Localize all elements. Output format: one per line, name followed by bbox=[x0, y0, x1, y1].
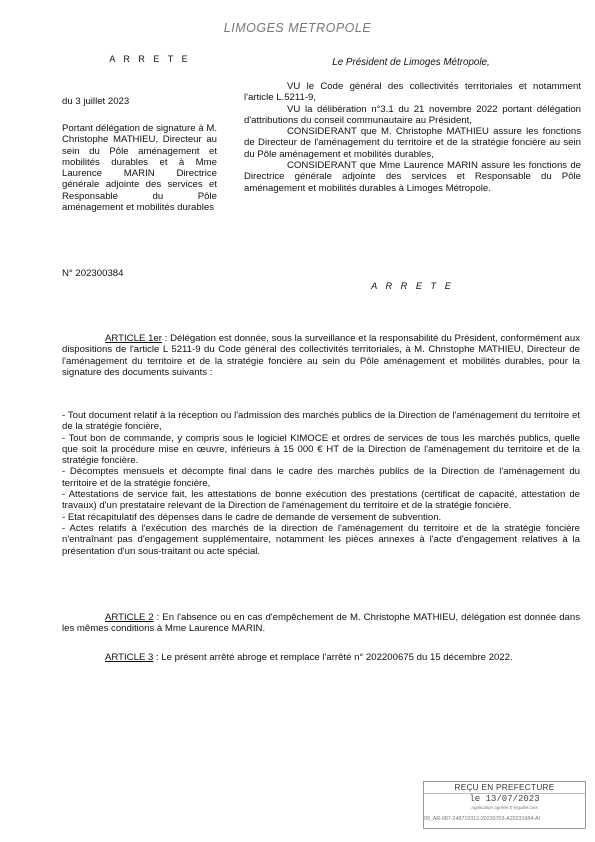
president-heading: Le Président de Limoges Métropole, bbox=[332, 57, 490, 68]
arrete-date: du 3 juillet 2023 bbox=[62, 96, 130, 107]
page-header: LIMOGES METROPOLE bbox=[223, 21, 372, 35]
considerant-marin: CONSIDERANT que Mme Laurence MARIN assure les fonctions de Directrice générale adjointe des services et Responsable du Pôle aménagement et mobilités durables à Limoges Métropole. bbox=[244, 160, 581, 194]
list-item: - Actes relatifs à l'exécution des marchés de la direction de l'aménagement du territoire et de la stratégie foncière n'entraînant pas d'engagement supplémentaire, notamment les pièces annexes à l'acte d'engagement relatives à la présentation d'un sous-traitant ou acte spécial. bbox=[62, 522, 580, 557]
article-2-label: ARTICLE 2 bbox=[105, 612, 154, 623]
article-1 bbox=[62, 333, 580, 378]
visa-deliberation: VU la délibération n°3.1 du 21 novembre 2022 portant délégation d'attributions du conseil communautaire au Président, bbox=[244, 103, 581, 126]
article-1-text: : Délégation est donnée, sous la surveillance et la responsabilité du Président, conformément aux dispositions de l'article L 5211-9 du Code général des collectivités territoriales, à M. Christophe MATHIEU, Directeur de l'aménagement du territoire et de la stratégie foncière au sein du Pôle aménagement et mobilités durables, pour la signature des documents suivants : bbox=[62, 333, 580, 378]
stamp-id: 99_AR-087-248719312-20230703-A20231984-AI bbox=[424, 816, 541, 822]
stamp-app: Application agréée E-legalite.com bbox=[470, 805, 539, 810]
arrete-number: N° 202300384 bbox=[62, 268, 124, 279]
arrete-heading-center: A R R E T E bbox=[371, 281, 454, 291]
delegation-list bbox=[62, 410, 580, 557]
list-item: - Décomptes mensuels et décompte final dans le cadre des marchés publics de la Direction de l'aménagement du territoire et de la stratégie foncière, bbox=[62, 466, 580, 489]
article-2 bbox=[62, 612, 580, 635]
article-3-text: : Le présent arrêté abroge et remplace l'arrêté n° 202200675 du 15 décembre 2022. bbox=[153, 652, 513, 663]
arrete-subject: Portant délégation de signature à M. Christophe MATHIEU, Directeur au sein du Pôle aménagement et mobilités durables et à Mme Laurence MARIN Directrice générale adjointe des services et Responsable du Pôle aménagement et mobilités durables bbox=[62, 123, 217, 214]
list-item: - Etat récapitulatif des dépenses dans le cadre de demande de versement de subvention. bbox=[62, 511, 442, 523]
article-3-label: ARTICLE 3 bbox=[105, 652, 154, 663]
considerant-mathieu: CONSIDERANT que M. Christophe MATHIEU assure les fonctions de Directeur de l'aménagement du territoire et de la stratégie foncière au sein du Pôle aménagement et mobilités durables, bbox=[244, 126, 581, 160]
stamp-title: REÇU EN PREFECTURE bbox=[424, 782, 585, 794]
article-2-text: : En l'absence ou en cas d'empêchement de M. Christophe MATHIEU, délégation est donnée dans les mêmes conditions à Mme Laurence MARIN. bbox=[62, 612, 581, 635]
stamp-date: le 13/07/2023 bbox=[469, 794, 540, 804]
visas-block bbox=[244, 81, 581, 194]
list-item: - Attestations de service fait, les attestations de bonne exécution des prestations (certificat de capacité, attestation de travaux) d'un prestataire relevant de la Direction de l'aménagement du territoire et de la stratégie foncière. bbox=[62, 489, 580, 512]
arrete-heading-left: A R R E T E bbox=[109, 54, 191, 64]
article-1-label: ARTICLE 1er bbox=[105, 333, 162, 344]
visa-code: VU le Code général des collectivités territoriales et notamment l'article L.5211-9, bbox=[244, 81, 581, 104]
list-item: - Tout bon de commande, y compris sous le logiciel KIMOCE et ordres de services de tous les marchés publics, quelle que soit la procédure mise en œuvre, inférieurs à 15 000 € HT de la Direction de l'aménagement du territoire et de la stratégie foncière. bbox=[62, 432, 580, 467]
article-3 bbox=[62, 652, 580, 663]
list-item: - Tout document relatif à la réception ou l'admission des marchés publics de la Direction de l'aménagement du territoire et de la stratégie foncière, bbox=[62, 410, 580, 433]
